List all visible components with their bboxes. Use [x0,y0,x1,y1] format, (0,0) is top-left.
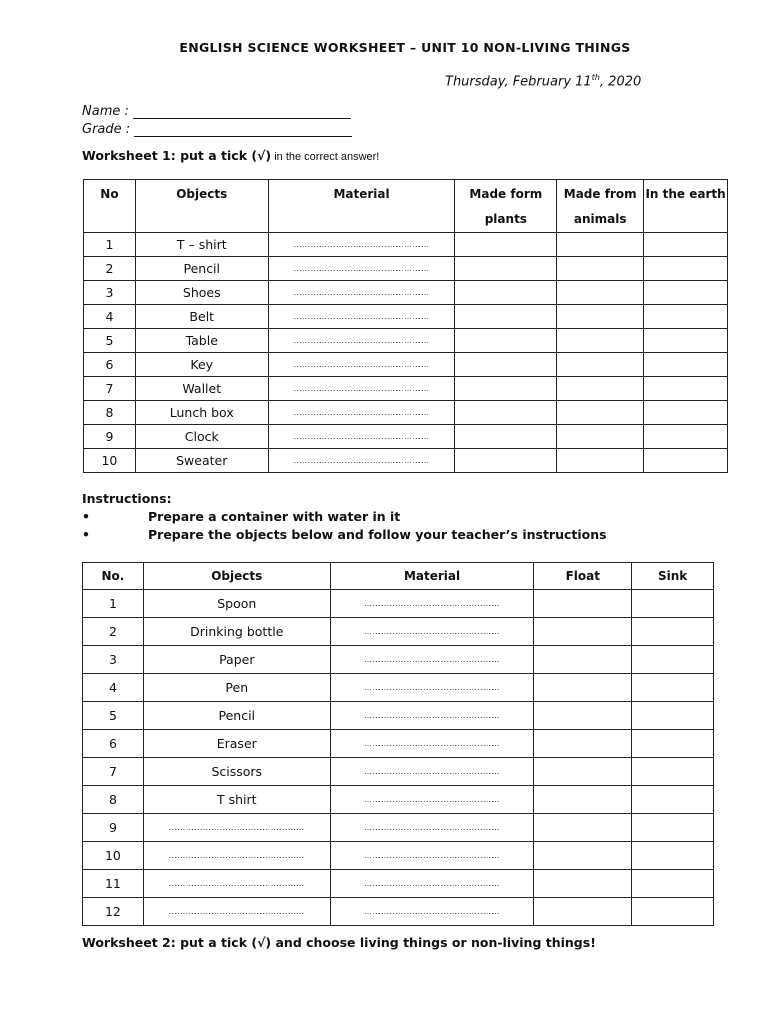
row-number: 1 [84,233,136,257]
sink-tick-cell[interactable] [632,758,714,786]
row-number: 5 [83,702,144,730]
table-row [84,353,728,377]
object-name: Shoes [135,281,268,305]
earth-tick-cell[interactable] [644,257,728,281]
object-name: Pencil [143,702,330,730]
row-number: 7 [83,758,144,786]
float-tick-cell[interactable] [534,702,632,730]
object-name: Key [135,353,268,377]
sink-tick-cell[interactable] [632,730,714,758]
header-in-the-earth: In the earth [644,180,728,233]
object-name: Eraser [143,730,330,758]
table-row [83,786,714,814]
material-blank[interactable]: ………………………………………… [330,646,534,674]
object-name: Lunch box [135,401,268,425]
header-objects: Objects [143,563,330,590]
earth-tick-cell[interactable] [644,377,728,401]
material-blank[interactable]: ………………………………………… [268,305,455,329]
float-tick-cell[interactable] [534,590,632,618]
table-row [84,377,728,401]
row-number: 3 [84,281,136,305]
sink-tick-cell[interactable] [632,842,714,870]
material-blank[interactable]: ………………………………………… [268,377,455,401]
row-number: 6 [84,353,136,377]
row-number: 11 [83,870,144,898]
instruction-item: • Prepare the objects below and follow your teacher’s instructions [82,527,607,542]
instructions-heading: Instructions: [82,491,172,506]
material-blank[interactable]: ………………………………………… [330,898,534,926]
material-blank[interactable]: ………………………………………… [330,702,534,730]
object-blank[interactable]: ………………………………………… [143,842,330,870]
animals-tick-cell[interactable] [557,257,644,281]
row-number: 8 [84,401,136,425]
worksheet-1-heading: Worksheet 1: put a tick (√) in the correct answer! [82,148,380,163]
object-name: T shirt [143,786,330,814]
float-tick-cell[interactable] [534,674,632,702]
table-row [84,257,728,281]
header-objects: Objects [135,180,268,233]
float-tick-cell[interactable] [534,870,632,898]
object-name: Wallet [135,377,268,401]
object-blank[interactable]: ………………………………………… [143,870,330,898]
float-tick-cell[interactable] [534,618,632,646]
table-row [84,305,728,329]
row-number: 10 [83,842,144,870]
material-blank[interactable]: ………………………………………… [330,870,534,898]
row-number: 8 [83,786,144,814]
table-row [83,758,714,786]
row-number: 9 [84,425,136,449]
table-row [83,702,714,730]
object-blank[interactable]: ………………………………………… [143,898,330,926]
plants-tick-cell[interactable] [455,449,557,473]
row-number: 5 [84,329,136,353]
instruction-item: • Prepare a container with water in it [82,509,401,524]
animals-tick-cell[interactable] [557,233,644,257]
object-name: Scissors [143,758,330,786]
object-name: Drinking bottle [143,618,330,646]
row-number: 12 [83,898,144,926]
plants-tick-cell[interactable] [455,353,557,377]
table-row [83,898,714,926]
object-name: Clock [135,425,268,449]
material-blank[interactable]: ………………………………………… [268,425,455,449]
table-row [83,618,714,646]
header-no: No [84,180,136,233]
sink-tick-cell[interactable] [632,674,714,702]
earth-tick-cell[interactable] [644,281,728,305]
plants-tick-cell[interactable] [455,257,557,281]
material-blank[interactable]: ………………………………………… [268,233,455,257]
float-tick-cell[interactable] [534,646,632,674]
table-row [84,425,728,449]
material-blank[interactable]: ………………………………………… [330,730,534,758]
float-tick-cell[interactable] [534,842,632,870]
material-blank[interactable]: ………………………………………… [330,786,534,814]
animals-tick-cell[interactable] [557,377,644,401]
earth-tick-cell[interactable] [644,329,728,353]
row-number: 7 [84,377,136,401]
float-tick-cell[interactable] [534,758,632,786]
sink-tick-cell[interactable] [632,702,714,730]
material-blank[interactable]: ………………………………………… [330,758,534,786]
object-name: Belt [135,305,268,329]
object-name: Paper [143,646,330,674]
float-tick-cell[interactable] [534,814,632,842]
plants-tick-cell[interactable] [455,281,557,305]
table-row [83,590,714,618]
object-name: Pen [143,674,330,702]
animals-tick-cell[interactable] [557,281,644,305]
grade-field[interactable]: Grade : [82,122,352,137]
object-name: Table [135,329,268,353]
row-number: 2 [83,618,144,646]
earth-tick-cell[interactable] [644,305,728,329]
earth-tick-cell[interactable] [644,425,728,449]
material-blank[interactable]: ………………………………………… [268,449,455,473]
float-tick-cell[interactable] [534,786,632,814]
row-number: 6 [83,730,144,758]
name-field[interactable]: Name : [82,104,351,119]
header-sink: Sink [632,563,714,590]
animals-tick-cell[interactable] [557,449,644,473]
table-row [83,814,714,842]
plants-tick-cell[interactable] [455,305,557,329]
plants-tick-cell[interactable] [455,401,557,425]
material-blank[interactable]: ………………………………………… [330,674,534,702]
object-name: T – shirt [135,233,268,257]
sink-tick-cell[interactable] [632,870,714,898]
plants-tick-cell[interactable] [455,377,557,401]
float-tick-cell[interactable] [534,730,632,758]
plants-tick-cell[interactable] [455,329,557,353]
header-no: No. [83,563,144,590]
row-number: 4 [83,674,144,702]
plants-tick-cell[interactable] [455,233,557,257]
sink-tick-cell[interactable] [632,786,714,814]
header-float: Float [534,563,632,590]
float-sink-table [82,562,714,926]
row-number: 2 [84,257,136,281]
header-made-from-plants: Made form plants [455,180,557,233]
animals-tick-cell[interactable] [557,425,644,449]
material-table [83,179,728,473]
material-blank[interactable]: ………………………………………… [268,281,455,305]
earth-tick-cell[interactable] [644,233,728,257]
animals-tick-cell[interactable] [557,401,644,425]
worksheet-title: ENGLISH SCIENCE WORKSHEET – UNIT 10 NON-LIVING THINGS [179,40,631,55]
worksheet-2-heading: Worksheet 2: put a tick (√) and choose living things or non-living things! [82,935,596,950]
table-row [84,449,728,473]
table-row [84,329,728,353]
sink-tick-cell[interactable] [632,898,714,926]
object-name: Pencil [135,257,268,281]
material-blank[interactable]: ………………………………………… [330,590,534,618]
row-number: 1 [83,590,144,618]
row-number: 4 [84,305,136,329]
table-row [83,870,714,898]
object-name: Spoon [143,590,330,618]
animals-tick-cell[interactable] [557,329,644,353]
material-blank[interactable]: ………………………………………… [268,401,455,425]
table-row [84,281,728,305]
material-blank[interactable]: ………………………………………… [268,329,455,353]
header-made-from-animals: Made from animals [557,180,644,233]
animals-tick-cell[interactable] [557,305,644,329]
row-number: 3 [83,646,144,674]
table-header-row [84,180,728,233]
object-name: Sweater [135,449,268,473]
table-row [83,842,714,870]
table-row [84,233,728,257]
header-material: Material [268,180,455,233]
table-row [83,646,714,674]
sink-tick-cell[interactable] [632,618,714,646]
material-blank[interactable]: ………………………………………… [268,353,455,377]
object-blank[interactable]: ………………………………………… [143,814,330,842]
earth-tick-cell[interactable] [644,449,728,473]
earth-tick-cell[interactable] [644,353,728,377]
material-blank[interactable]: ………………………………………… [330,618,534,646]
earth-tick-cell[interactable] [644,401,728,425]
table-row [84,401,728,425]
table-header-row [83,563,714,590]
sink-tick-cell[interactable] [632,646,714,674]
row-number: 9 [83,814,144,842]
row-number: 10 [84,449,136,473]
animals-tick-cell[interactable] [557,353,644,377]
header-material: Material [330,563,534,590]
float-tick-cell[interactable] [534,898,632,926]
material-blank[interactable]: ………………………………………… [330,814,534,842]
table-row [83,730,714,758]
date: Thursday, February 11th, 2020 [445,73,642,90]
table-row [83,674,714,702]
plants-tick-cell[interactable] [455,425,557,449]
material-blank[interactable]: ………………………………………… [330,842,534,870]
sink-tick-cell[interactable] [632,590,714,618]
sink-tick-cell[interactable] [632,814,714,842]
material-blank[interactable]: ………………………………………… [268,257,455,281]
